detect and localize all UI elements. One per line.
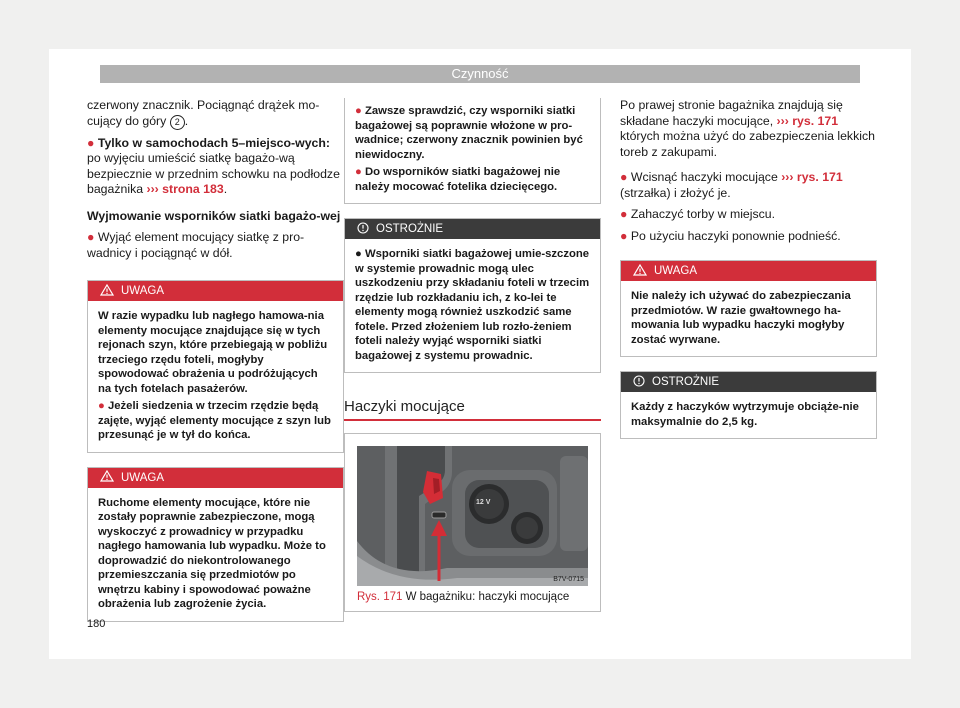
link-fig-171[interactable]: ››› rys. 171: [776, 113, 839, 128]
warning-body: [88, 301, 343, 452]
caution-body: [621, 392, 876, 438]
warning-triangle-icon: [633, 264, 647, 279]
link-fig-171[interactable]: ››› rys. 171: [781, 170, 843, 184]
warning-body: [88, 488, 343, 621]
page-header: Czynność: [100, 65, 860, 83]
caution-title: OSTROŻNIE: [376, 223, 444, 235]
figure-ref: Rys. 171: [357, 591, 403, 603]
warning-continued-box: [344, 98, 601, 204]
bullet-icon: ●: [98, 400, 108, 412]
warning-header: [88, 468, 343, 488]
figure-caption: [345, 586, 600, 611]
bullet-icon: ●: [620, 207, 628, 221]
caution-title: OSTROŻNIE: [652, 376, 720, 388]
caution-bullet: [355, 247, 590, 363]
caution-bullet-text: Wsporniki siatki bagażowej umie-szczone w systemie prowadnic mogą ulec uszkodzeniu przy składaniu foteli w trzecim rzędzie lub rozkładaniu ich, z ko-lei te elementy mogą również uszkodzić same fotele. Przed złożeniem lub rozło-żeniem foteli należy wyjąć wsporniki siatki bagażowej z systemu prowadnic.: [355, 248, 590, 362]
info-circle-icon: [357, 222, 369, 237]
column-left: [87, 98, 344, 622]
bullet-icon: ●: [620, 170, 628, 184]
warning-paragraph: Ruchome elementy mocujące, które nie zostały poprawnie zabezpieczone, mogą wyskoczyć z prowadnicy w przypadku nagłego hamowania lub wypadku. Może to doprowadzić do niekontrolowanego przemieszczania się przedmiotów po wnętrzu kabiny i spowodować poważne obrażenia lub zagrożenie życia.: [98, 496, 326, 610]
section-title: Haczyki mocujące: [344, 398, 601, 421]
warning-header: [621, 261, 876, 281]
intro-text-a: Po prawej stronie bagażnika znajdują się składane haczyki mocujące,: [620, 98, 843, 128]
intro-end: .: [184, 113, 189, 128]
caution-header: [621, 372, 876, 392]
bullet-text: Po użyciu haczyki ponownie podnieść.: [630, 228, 841, 243]
intro-paragraph: [620, 98, 877, 160]
warning-box-1: [87, 280, 344, 453]
intro-line-2: cujący do góry: [87, 113, 170, 128]
bullet-hook-bags: [620, 207, 877, 223]
warning-box-3: [620, 260, 877, 357]
column-right: [620, 98, 877, 439]
figure-caption-text: W bagażniku: haczyki mocujące: [405, 591, 570, 603]
bullet-icon: ●: [87, 135, 95, 150]
caution-body: [345, 239, 600, 372]
column-middle: [344, 98, 601, 612]
bullet-icon: ●: [355, 105, 365, 117]
bullet-icon: ●: [355, 248, 365, 260]
bullet-text: Zahaczyć torby w miejscu.: [630, 207, 776, 221]
warning-paragraph: Nie należy ich używać do zabezpieczania przedmiotów. W razie gwałtownego ha-mowania lub wypadku haczyki mogłyby zostać wyrwane.: [631, 290, 851, 346]
caution-paragraph: Każdy z haczyków wytrzymuje obciąże-nie maksymalnie do 2,5 kg.: [631, 401, 859, 428]
warning-bullet: [355, 104, 590, 162]
bullet-removal: [87, 230, 344, 261]
trunk-hook-illustration: [357, 446, 588, 586]
bullet-5-seat-bold: Tylko w samochodach 5–miejsco-wych:: [97, 135, 330, 150]
warning-title: UWAGA: [121, 285, 165, 297]
bullet-icon: ●: [355, 166, 365, 178]
warning-bullet-text: Do wsporników siatki bagażowej nie należy mocować fotelika dziecięcego.: [355, 166, 561, 193]
bullet-removal-text: Wyjąć element mocujący siatkę z pro-wadnicy i pociągnąć w dół.: [87, 230, 305, 260]
bullet-5-seat: [87, 136, 344, 198]
warning-title: UWAGA: [121, 471, 165, 484]
warning-body: [621, 281, 876, 356]
bullet-icon: ●: [87, 230, 95, 244]
bullet-text-b: (strzałka) i złożyć je.: [620, 185, 731, 200]
bullet-icon: ●: [620, 228, 628, 243]
link-page-183[interactable]: ››› strona 183: [146, 182, 224, 196]
figure-code: B7V-0715: [553, 576, 584, 583]
warning-triangle-icon: [100, 284, 114, 299]
bullet-5-seat-text: po wyjęciu umieścić siatkę bagażo-wą bezpiecznie w przednim schowku na podłodze bagażnika: [87, 151, 340, 196]
info-circle-icon: [633, 375, 645, 390]
bullet-press-hooks: [620, 170, 877, 201]
bullet-text-a: Wcisnąć haczyki mocujące: [630, 170, 782, 184]
intro-text-b: których można użyć do zabezpieczenia lekkich toreb z zakupami.: [620, 129, 875, 159]
warning-continued-body: [345, 98, 600, 203]
warning-box-2: [87, 467, 344, 622]
caution-box-1: [344, 218, 601, 373]
caution-box-2: [620, 371, 877, 439]
warning-bullet: [98, 399, 333, 443]
heading-removal: Wyjmowanie wsporników siatki bagażo-wej: [87, 208, 341, 223]
intro-text: [87, 98, 344, 130]
intro-line-1: czerwony znacznik. Pociągnąć drążek mo-: [87, 98, 320, 112]
warning-bullet: [355, 165, 590, 194]
warning-title: UWAGA: [654, 265, 698, 277]
caution-header: [345, 219, 600, 239]
warning-bullet-text: Jeżeli siedzenia w trzecim rzędzie będą zajęte, wyjąć elementy mocujące z szyn lub przesunąć je w tył do końca.: [98, 400, 331, 441]
bullet-raise-hooks: [620, 229, 877, 245]
figure-171: [344, 433, 601, 612]
warning-triangle-icon: [100, 470, 114, 485]
warning-bullet-text: Zawsze sprawdzić, czy wsporniki siatki bagażowej są poprawnie włożone w pro-wadnice; czerwony znacznik powinien być niewidoczny.: [355, 105, 583, 161]
bullet-5-seat-end: .: [223, 182, 228, 196]
warning-header: [88, 281, 343, 301]
figure-socket-label: 12 V: [476, 499, 491, 506]
warning-paragraph: W razie wypadku lub nagłego hamowa-nia elementy mocujące znajdujące się w tych rejonach szyn, które przebiegają w pobliżu trzeciego rzędu foteli, mogłyby spowodować obrażenia u podróżujących na tych fotelach pasażerów.: [98, 310, 328, 395]
page-number: 180: [87, 618, 106, 630]
step-number-badge: 2: [170, 115, 185, 130]
